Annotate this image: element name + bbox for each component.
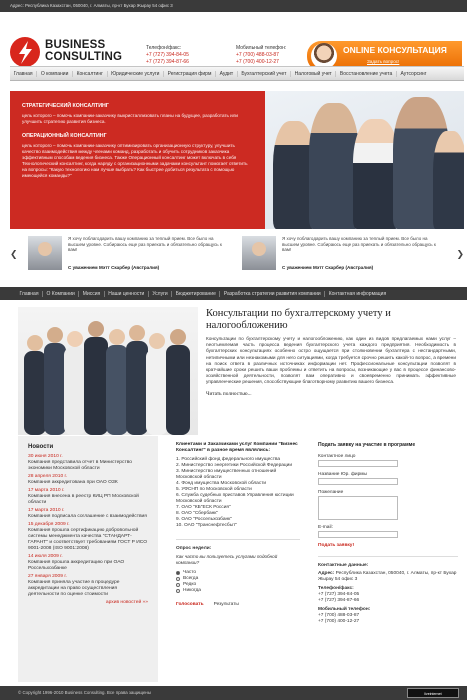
mobile-block: Мобильный телефон: +7 (700) 488-03-87 +7 (700) 400-12-27: [236, 45, 287, 65]
nav-home[interactable]: Главная: [10, 71, 37, 77]
bottom-columns: [18, 436, 458, 682]
news-archive-link[interactable]: архив новостей »»: [105, 600, 148, 605]
nav-restore[interactable]: Восстановление учета: [336, 71, 397, 77]
hero-text-strategic: цель которого – помочь компании-заказчику выкристаллизовать планы на будущее, разработать или улучшить стратегию развития бизнеса.: [22, 113, 238, 124]
testimonial-card: Я хочу поблагодарить вашу компанию за теплый прием. Все было на высшем уровне. Собираюсь еще раз приехать и обязательно обращусь к вам! С уважением Мэтт Скарбер (Австралия): [28, 236, 228, 274]
nav2-values[interactable]: Наши ценности: [105, 291, 149, 297]
vote-button[interactable]: Голосовать: [176, 601, 204, 607]
poll-option-never[interactable]: Никогда: [176, 588, 300, 594]
company-name-input[interactable]: [318, 478, 398, 485]
list-item: 4. Фонд имущества Московской области: [176, 481, 267, 486]
page-title: Консультации по бухгалтерскому учету и налогообложению: [206, 308, 391, 331]
contacts-title: Контактные данные:: [318, 563, 369, 568]
news-item[interactable]: 28 апреля 2010 г. Компания аккредитована при ОАО ОЗК: [28, 474, 118, 485]
online-consultation-banner[interactable]: ONLINE КОНСУЛЬТАЦИЯ Задать вопрос!: [307, 41, 462, 71]
ask-question-link[interactable]: Задать вопрос!: [367, 59, 400, 64]
clients-heading: Клиентами и Заказчиками услуг Компании "Бизнес Консалтинг" в разное время являлись:: [176, 442, 298, 453]
testimonial-card: Я хочу поблагодарить вашу компанию за теплый прием. Все было на высшем уровне. Собираюсь еще раз приехать и обязательно обращусь к вам! С уважением Мэтт Скарбер (Австралия): [242, 236, 442, 274]
news-item[interactable]: 14 июля 2009 г. Компания прошла аккредитацию при ОАО Россельхозбанке: [28, 554, 125, 571]
email-field[interactable]: [318, 531, 398, 538]
nav2-mission[interactable]: Миссия: [79, 291, 104, 297]
news-item[interactable]: 15 декабря 2009 г. Компания прошла сертификацию добровольной системы менеджмента качества "СТАНДАРТ-ГАРАНТ" и соответствует требованиям ГОСТ Р ИСО 9001-2008 (ISO 9001:2008): [28, 522, 148, 551]
nav-legal[interactable]: Юридические услуги: [108, 71, 165, 77]
team-group-photo: [18, 307, 198, 435]
list-item: 3. Министерство имущественных отношений Московской области: [176, 469, 277, 480]
nav2-services[interactable]: Услуги: [149, 291, 172, 297]
list-item: 2. Министерство энергетики Российской Федерации: [176, 463, 293, 468]
submit-request-button[interactable]: Подать заявку!: [318, 543, 355, 548]
hero-banner: [10, 91, 464, 229]
nav2-strategy[interactable]: Разработка стратегии развития компании: [220, 291, 325, 297]
hero-text-panel: [10, 91, 265, 229]
list-item: 6. Служба судебных приставов Управления юстиции Московской области: [176, 493, 294, 504]
news-item[interactable]: 17 марта 2010 г. Компания внесена в реестр КИЦ РП Московской области: [28, 488, 139, 505]
radio-selected-icon[interactable]: [176, 571, 180, 575]
clients-list: [176, 457, 300, 529]
business-team-photo: [265, 91, 464, 229]
list-item: 8. ОАО "Сбербанк": [176, 511, 219, 516]
news-title: Новости: [28, 444, 54, 450]
wishes-textarea[interactable]: [318, 496, 398, 520]
intro-text: Консультации по бухгалтерскому учету и налогообложению, как один из видов предлагаемых нами услуг – neотъемлемая часть процесса ведения бухгалтерского учета каждого предприятия. Необходимость в бухгалтерских консультациях особенно остро ощущается при столкновении бухгалтера с нестандартными, нетипичными или незнакомыми для него ситуациями, когда требуется срочно решить какой-то вопрос, а времени на поиск ответа в различных источниках информации нет. Профессиональные консультации позволят в кратчайшие сроки решить ваши проблемы и ответить на вопросы, возникающие у вас в процессе финансово-хозяйственной деятельности, позволят вам оперативно и своевременно принимать эффективные управленческие решения, способствующие благотворному развитию вашего бизнеса.: [206, 336, 456, 385]
next-arrow-icon[interactable]: ❯: [456, 249, 464, 259]
nav2-contacts[interactable]: Контактная информация: [328, 290, 387, 297]
intro-section: [206, 308, 456, 397]
logo-text[interactable]: BUSINESS CONSULTING: [45, 39, 123, 63]
list-item: 1. Российский фонд федерального имущества: [176, 457, 281, 462]
divider: [176, 539, 300, 540]
main-nav: [10, 66, 464, 81]
nav-consulting[interactable]: Консалтинг: [73, 71, 108, 77]
list-item: 7. ОАО "КБ"ЕСК Россия": [176, 505, 231, 510]
divider: [318, 556, 458, 557]
poll-title: Опрос недели:: [176, 546, 212, 551]
list-item: 9. ОАО "Россельхозбанк": [176, 517, 232, 522]
news-item[interactable]: 17 марта 2010 г. Компания подписала соглашение с взаимодействия: [28, 508, 147, 519]
logo-lightning-icon[interactable]: [10, 37, 40, 67]
nav-accounting[interactable]: Бухгалтерский учет: [238, 71, 291, 77]
phone-block: Телефон/факс: +7 (727) 394-84-05 +7 (727) 394-87-66: [146, 45, 189, 65]
poll-option-often[interactable]: Часто: [176, 570, 300, 576]
results-link[interactable]: Результаты: [213, 601, 239, 607]
nav-outsourcing[interactable]: Аутсорсинг: [400, 70, 427, 77]
hero-text-operational: цель которого – помочь компании-заказчику оптимизировать организационную структуру, улучшить качество взаимодействия между членами команд, разработать и обучить сотрудников заказчика эффективным способам ведения бизнеса. Также Операционный консалтинг может включать в себя Технологический консалтинг, когда наряду с организационными задачами консультант помогает ответить на вопросы: "Какую технологию нам лучше выбрать? Как быстрее добиться результата с помощью имеющейся команды?": [22, 143, 248, 178]
nav-about[interactable]: О компании: [37, 71, 73, 77]
clients-poll-column: [168, 436, 308, 682]
radio-icon[interactable]: [176, 583, 180, 587]
testimonial-photo: [242, 236, 276, 270]
list-item: 5. УФСНП по Московской области: [176, 487, 252, 492]
testimonial-photo: [28, 236, 62, 270]
news-item[interactable]: 30 июня 2010 г. Компания представила отчет в Министерство экономики Московской области: [28, 454, 132, 471]
hero-heading-operational: ОПЕРАЦИОННЫЙ КОНСАЛТИНГ: [22, 133, 107, 139]
contact-person-input[interactable]: [318, 460, 398, 467]
form-title: Подать заявку на участие в программе: [318, 442, 416, 448]
nav-tax[interactable]: Налоговый учет: [291, 71, 336, 77]
footer: [0, 686, 467, 700]
nav-audit[interactable]: Аудит: [216, 71, 238, 77]
copyright-text: © Copyright 1996-2010 Business Consulting. Все права защищены: [18, 690, 152, 695]
poll-option-always[interactable]: Всегда: [176, 576, 300, 582]
list-item: 10. ОАО "Транснефтесбыт": [176, 523, 237, 528]
prev-arrow-icon[interactable]: ❮: [10, 249, 18, 259]
secondary-nav: [0, 287, 467, 300]
hero-heading-strategic: СТРАТЕГИЧЕСКИЙ КОНСАЛТИНГ: [22, 103, 109, 109]
address-bar: Адрес: Республика Казахстан, 050040, г. Алматы, пр-кт Бухар Жырау 54 офис 3: [0, 0, 467, 12]
radio-icon[interactable]: [176, 589, 180, 593]
read-more-link[interactable]: Читать полностью...: [206, 390, 252, 397]
news-item[interactable]: 27 января 2009 г. Компания приняла участие в процедуре аккредитации на право осуществления деятельности по оценке стоимости: [28, 574, 120, 597]
nav2-about[interactable]: О Компании: [43, 291, 79, 297]
form-contacts-column: Подать заявку на участие в программе Контактное лицо Название Юр. фирмы Пожелание E-mail: Подать заявку! Контактные данные: Адрес: Республика Казахстан, 050040, г. Алматы, пр-кт Бухар Жырау 54 офис 3 Телефон/факс: +7 (727) 394-84-05 +7 (727) 394-87-66 Мобильный телефон: +7 (700) 488-03-87 +7 (700) 400-12-27: [318, 442, 457, 624]
counter-badge[interactable]: liveinternet: [407, 688, 459, 698]
radio-icon[interactable]: [176, 577, 180, 581]
nav2-home[interactable]: Главная: [16, 291, 43, 297]
nav2-budgeting[interactable]: Бюджетирование: [172, 291, 220, 297]
testimonials: [10, 233, 464, 277]
poll-question: Как часто вы пользуетесь услугами подобной компании?: [176, 554, 278, 565]
news-column: [18, 436, 158, 682]
site-header: [0, 12, 467, 64]
nav-registration[interactable]: Регистрация фирм: [164, 71, 216, 77]
poll-option-rarely[interactable]: Редко: [176, 582, 300, 588]
